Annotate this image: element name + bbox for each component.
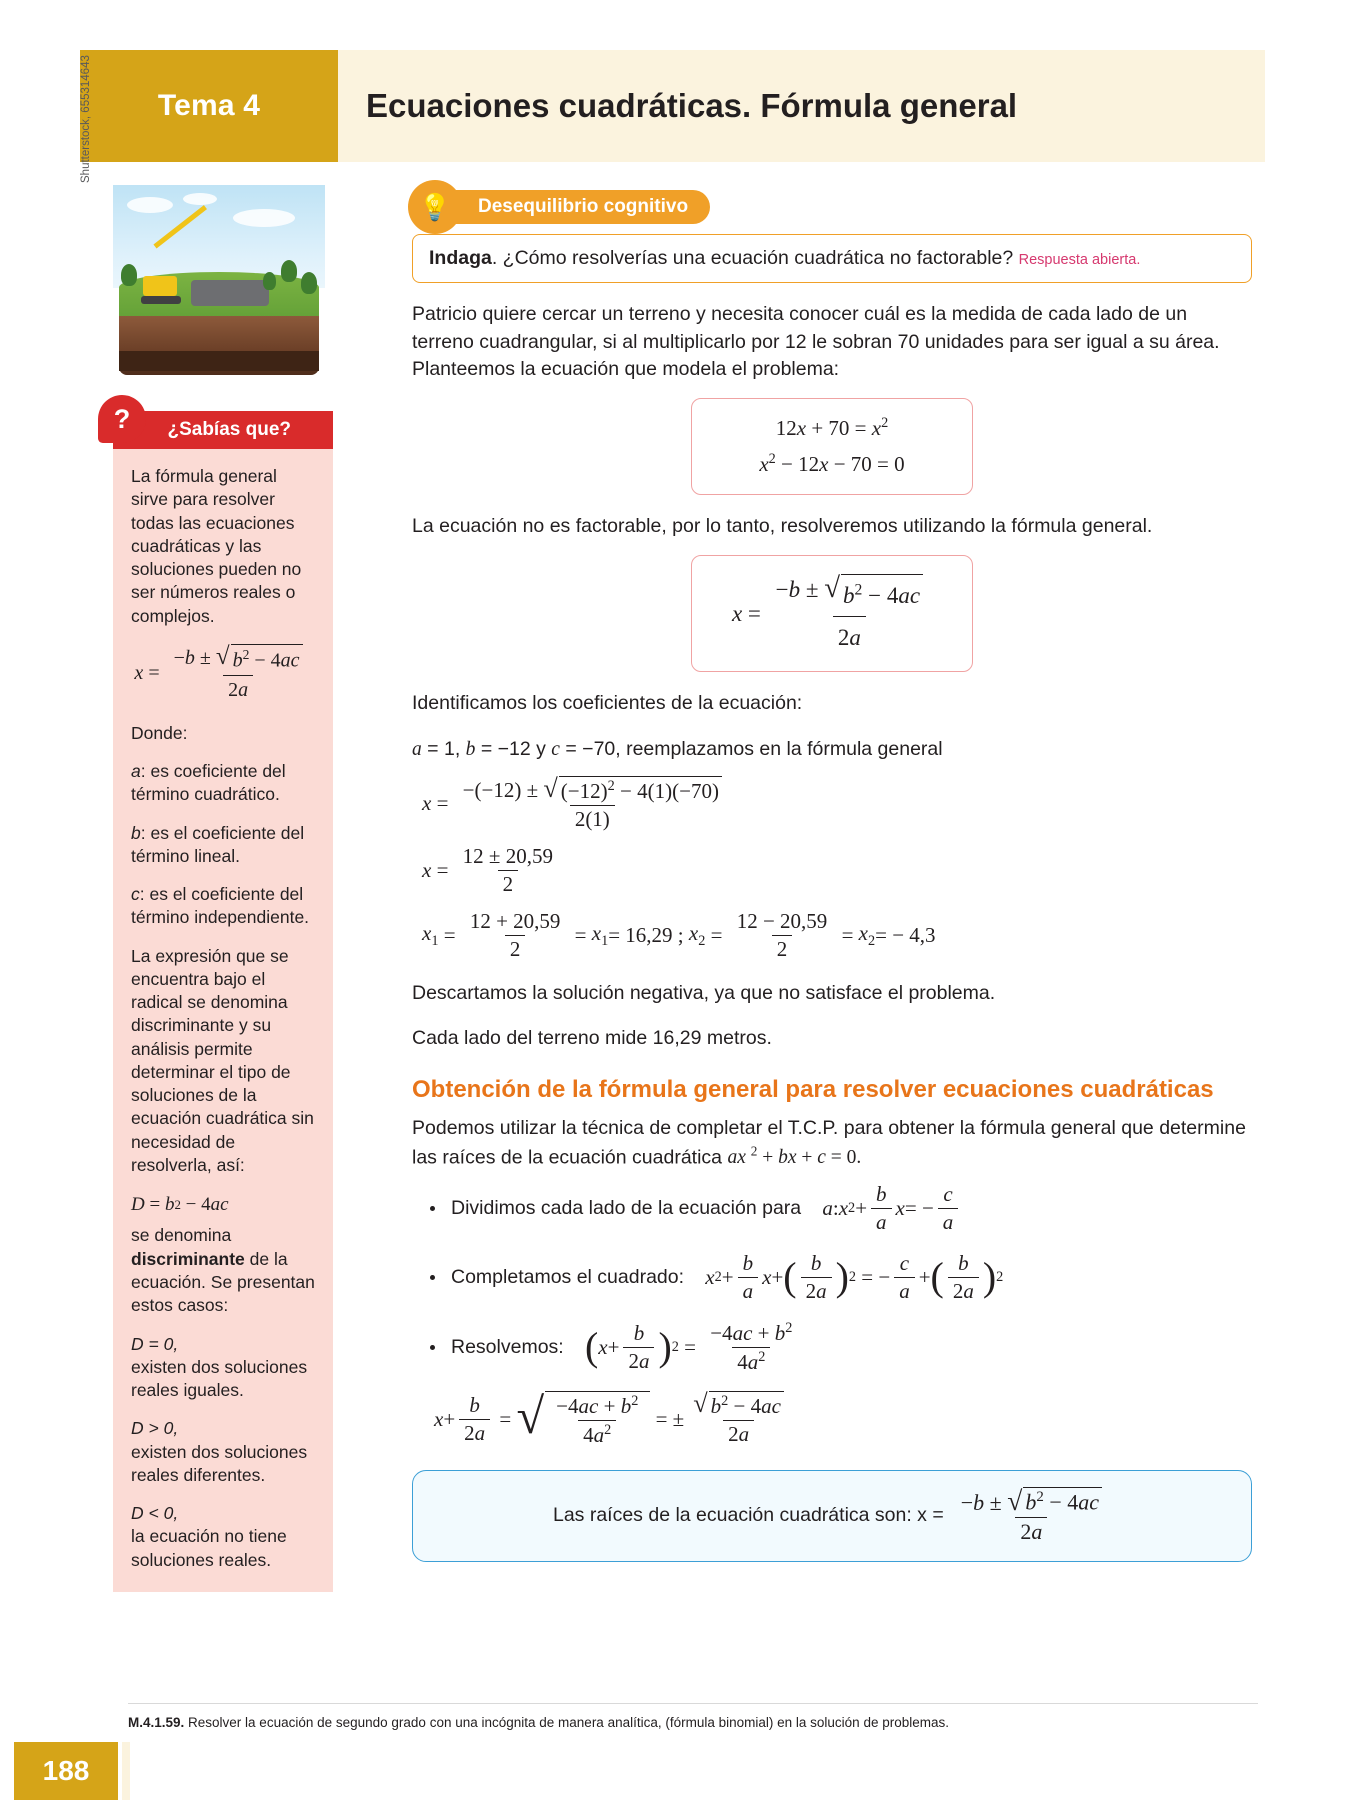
sabias-que-header — [113, 411, 333, 449]
know-p4-text: : es el coeficiente del término lineal. — [131, 822, 305, 866]
know-case-1 — [131, 1333, 315, 1403]
derivation-step-3: Resolvemos: ( x + $\frac{b}{2a}$ ) 2 = $\frac{-4ac + b^2}{4a^2}$ — [412, 1320, 1252, 1375]
derivation-step-2: Completamos el cuadrado: x 2 + $\frac{b}{a}$ x + ( $\frac{b}{2a}$ ) 2 = − $\frac{c}{a}$ + ( $\frac{b}{2a}$ ) 2 — [412, 1251, 1252, 1304]
derivation-steps — [412, 1182, 1252, 1375]
know-p5 — [131, 883, 315, 930]
bullet-icon — [430, 1206, 435, 1211]
substitution-step-3: $x_1$ = $\frac{12 + 20,59}{2}$ = $x_1$ = 16,29 ; $x_2$ = $\frac{12 - 20,59}{2}$ = $x_2$ = − 4,3 — [422, 908, 936, 961]
not-factorable-paragraph: La ecuación no es factorable, por lo tanto, resolveremos utilizando la fórmula general. — [412, 515, 1153, 538]
know-p7c: de la ecuación. Se presentan estos casos: — [131, 1248, 315, 1316]
know-p7a: se denomina — [131, 1225, 232, 1246]
step2-label: Completamos el cuadrado: — [451, 1265, 685, 1288]
footer-divider — [128, 1703, 1258, 1704]
know-case1-text: existen dos soluciones reales iguales. — [131, 1356, 308, 1401]
intro-paragraph: Patricio quiere cercar un terreno y necesita conocer cuál es la medida de cada lado de un terreno cuadrangular, si al multiplicarlo por 12 le sobran 70 unidades para ser igual a su área. Planteemos la ecuación que modela el problema: — [412, 303, 1220, 381]
derivation-step-4: x + $\frac{b}{2a}$ = √ $\frac{-4ac + b^2}{4a^2}$ = ± √ $b^2 - 4ac$ 2a — [434, 1391, 1252, 1448]
know-p3-var: a — [131, 760, 141, 781]
substitution-step-2: x = $\frac{12 \pm 20,59}{2}$ — [422, 843, 553, 896]
equation-box-problem — [691, 398, 973, 495]
know-p7b: discriminante — [131, 1248, 245, 1269]
know-case-3 — [131, 1502, 315, 1572]
know-p7 — [131, 1224, 315, 1317]
desequilibrio-label: Desequilibrio cognitivo — [478, 196, 689, 217]
know-case2-cond: D > 0, — [131, 1418, 179, 1439]
question-bubble-icon — [98, 395, 146, 443]
sabias-que-title: ¿Sabías que? — [167, 419, 291, 440]
question-mark-glyph: ? — [113, 403, 131, 434]
photo-credit: Shutterstock, 655314643 — [80, 55, 92, 183]
step1-label: Dividimos cada lado de la ecuación para — [451, 1196, 802, 1219]
lightbulb-icon: 💡 — [408, 180, 462, 234]
page-number: 188 — [14, 1742, 118, 1800]
know-general-formula: x = −b ± √ $b^2 - 4ac$ 2a — [131, 644, 315, 704]
indaga-answer: Respuesta abierta. — [1018, 252, 1141, 268]
equation-line-2: $x^2 - 12x - 70 = 0$ — [759, 450, 905, 476]
standard-text: Resolver la ecuación de segundo grado con una incógnita de manera analítica, (fórmula binomial) en la solución de problemas. — [184, 1715, 949, 1730]
theme-tag: Tema 4 — [80, 50, 338, 162]
know-p3-text: : es coeficiente del término cuadrático. — [131, 760, 286, 805]
equation-line-1: $12x + 70 = x^2$ — [775, 415, 889, 441]
substitution-step-1: x = −(−12) ± √ $(-12)^2 - 4(1)(-70)$ 2(1) — [422, 776, 1252, 832]
bullet-icon — [430, 1275, 435, 1280]
know-case3-cond: D < 0, — [131, 1503, 179, 1524]
know-p5-var: c — [131, 884, 140, 905]
identify-coefficients-line: Identificamos los coeficientes de la ecuación: — [412, 692, 803, 715]
coefficients-values-line: a = 1, b = −12 y c = −70, reemplazamos en la fórmula general — [412, 738, 943, 760]
equation-box-general-formula: x = −b ± √ $b^2 - 4ac$ 2a — [691, 555, 973, 672]
indaga-box — [412, 234, 1252, 283]
standard-code: M.4.1.59. — [128, 1715, 185, 1730]
tcp-paragraph: Podemos utilizar la técnica de completar el T.C.P. para obtener la fórmula general que determine las raíces de la ecuación cuadrática ax $^2$ + bx + c = 0. — [412, 1117, 1246, 1169]
main-content — [412, 190, 1252, 1562]
page-header — [80, 50, 1265, 162]
know-p4 — [131, 822, 315, 869]
know-p4-var: b — [131, 822, 141, 843]
know-case3-text: la ecuación no tiene soluciones reales. — [131, 1526, 287, 1570]
bullet-icon — [430, 1345, 435, 1350]
know-p5-text: : es el coeficiente del término independiente. — [131, 884, 310, 928]
desequilibrio-cognitivo-tab — [420, 190, 710, 224]
sabias-que-body — [113, 449, 333, 1592]
indaga-label: Indaga — [429, 247, 492, 269]
derivation-step-1: Dividimos cada lado de la ecuación para a : x 2 + $\frac{b}{a}$ x = − $\frac{c}{a}$ — [412, 1182, 1252, 1235]
know-case-2 — [131, 1417, 315, 1487]
discard-solution-line: Descartamos la solución negativa, ya que no satisface el problema. — [412, 981, 996, 1004]
know-p1: La fórmula general sirve para resolver todas las ecuaciones cuadráticas y las soluciones pueden no ser números reales o complejos. — [131, 466, 302, 626]
step3-label: Resolvemos: — [451, 1335, 564, 1358]
page-title: Ecuaciones cuadráticas. Fórmula general — [366, 87, 1018, 124]
know-p3 — [131, 760, 315, 807]
page-edge-accent — [122, 1742, 130, 1800]
conclusion-box — [412, 1470, 1252, 1562]
indaga-question: . ¿Cómo resolverías una ecuación cuadrática no factorable? — [491, 247, 1014, 269]
result-line: Cada lado del terreno mide 16,29 metros. — [412, 1027, 772, 1050]
know-case2-text: existen dos soluciones reales diferentes. — [131, 1441, 308, 1485]
know-p2: Donde: — [131, 722, 188, 743]
conclusion-text: Las raíces de la ecuación cuadrática son: x = — [552, 1504, 944, 1527]
footer-standard-note — [128, 1715, 1258, 1730]
know-p6: La expresión que se encuentra bajo el radical se denomina discriminante y su análisis permite determinar el tipo de soluciones de la ecuación cuadrática sin necesidad de resolverla, así: — [131, 945, 314, 1175]
know-case1-cond: D = 0, — [131, 1333, 179, 1354]
tcp-paragraph-text: Podemos utilizar la técnica de completar el T.C.P. para obtener la fórmula general que determine las raíces de la ecuación cuadrática — [412, 1117, 1246, 1169]
know-discriminant-formula: D = b 2 − 4 ac — [131, 1194, 229, 1216]
construction-site-excavation-photo — [113, 185, 325, 383]
conclusion-formula: −b ± √ $b^2 - 4ac$ 2a — [952, 1487, 1111, 1545]
section-subheading: Obtención de la fórmula general para resolver ecuaciones cuadráticas — [412, 1076, 1214, 1104]
